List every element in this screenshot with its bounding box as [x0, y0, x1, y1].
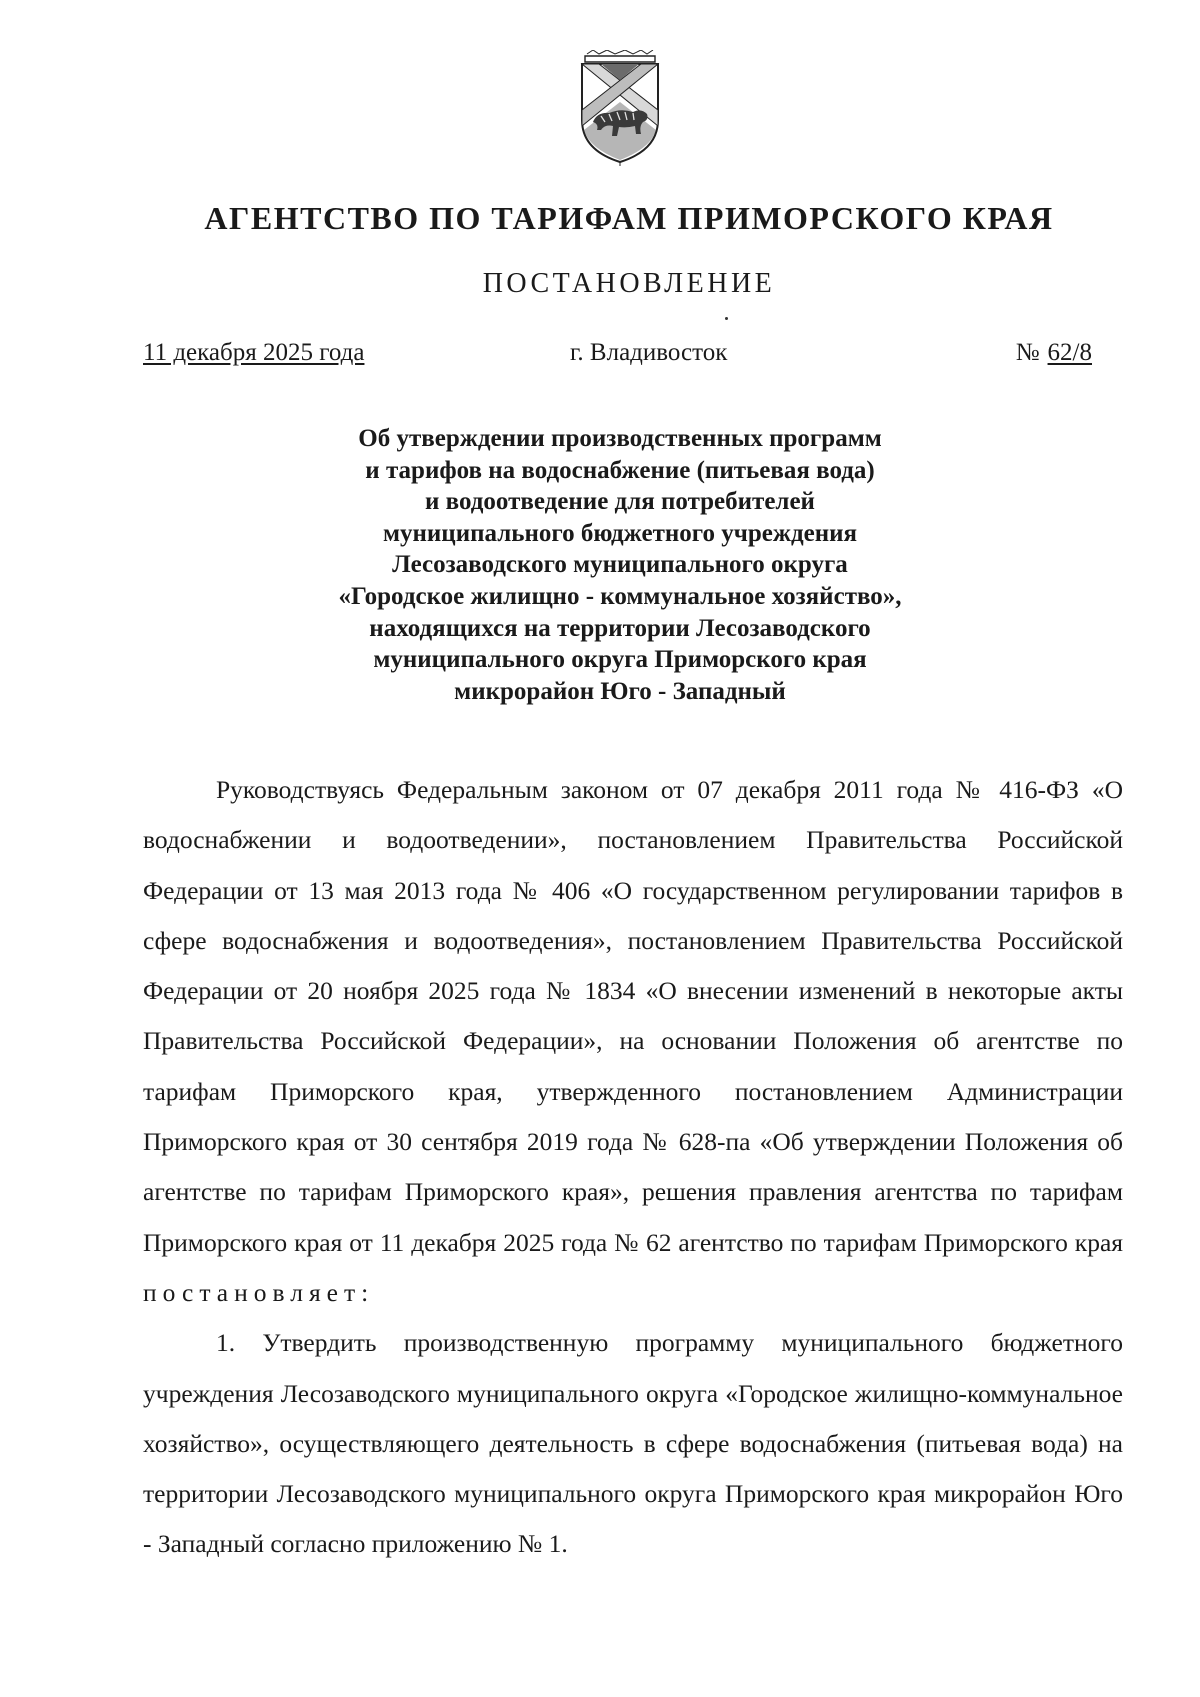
title-line: Об утверждении производственных программ: [358, 425, 882, 452]
item-1-paragraph: 1. Утвердить производственную программу муниципального бюджетного учреждения Лесозаводского муниципального округа «Городское жилищно-коммунальное хозяйство», осуществляющего деятельность в сфере водоснабжения (питьевая вода) на территории Лесозаводского муниципального округа Приморского края микрорайон Юго - Западный согласно приложению № 1.: [143, 1328, 1123, 1559]
title-line: и тарифов на водоснабжение (питьевая вода): [365, 456, 875, 484]
number-value: 62/8: [1047, 339, 1092, 366]
preamble-paragraph: [143, 765, 1123, 1318]
title-line: находящихся на территории Лесозаводского: [369, 614, 871, 642]
scan-dot: [725, 317, 728, 320]
document-city: г. Владивосток: [570, 339, 728, 366]
title-line: муниципального бюджетного учреждения: [382, 519, 858, 547]
title-line: и водоотведение для потребителей: [425, 488, 815, 516]
coat-of-arms-icon: [579, 50, 661, 166]
title-line: Лесозаводского муниципального округа: [392, 551, 848, 579]
preamble-text: Руководствуясь Федеральным законом от 07 декабря 2011 года № 416-ФЗ «О водоснабжении и водоотведении», постановлением Правительства Российской Федерации от 13 мая 2013 года № 406 «О государственном регулировании тарифов в сфере водоснабжения и водоотведения», постановлением Правительства Российской Федерации от 20 ноября 2025 года № 1834 «О внесении изменений в некоторые акты Правительства Российской Федерации», на основании Положения об агентстве по тарифам Приморского края, утвержденного постановлением Администрации Приморского края от 30 сентября 2019 года № 628-па «Об утверждении Положения об агентстве по тарифам Приморского края», решения правления агентства по тарифам Приморского края от 11 декабря 2025 года № 62 агентство по тарифам Приморского края: [143, 775, 1123, 1257]
title-line: «Городское жилищно - коммунальное хозяйство»,: [338, 582, 902, 610]
resolves-word: постановляет:: [143, 1277, 375, 1307]
title-line: муниципального округа Приморского края: [373, 646, 867, 674]
document-title: [230, 423, 1010, 707]
document-body: [143, 765, 1123, 1570]
number-prefix: №: [1015, 339, 1040, 366]
agency-name: АГЕНТСТВО ПО ТАРИФАМ ПРИМОРСКОГО КРАЯ: [204, 200, 1054, 236]
title-line: микрорайон Юго - Западный: [454, 677, 786, 705]
document-date: 11 декабря 2025 года: [143, 339, 365, 366]
document-number: [1016, 339, 1092, 367]
document-type: ПОСТАНОВЛЕНИЕ: [482, 268, 776, 299]
